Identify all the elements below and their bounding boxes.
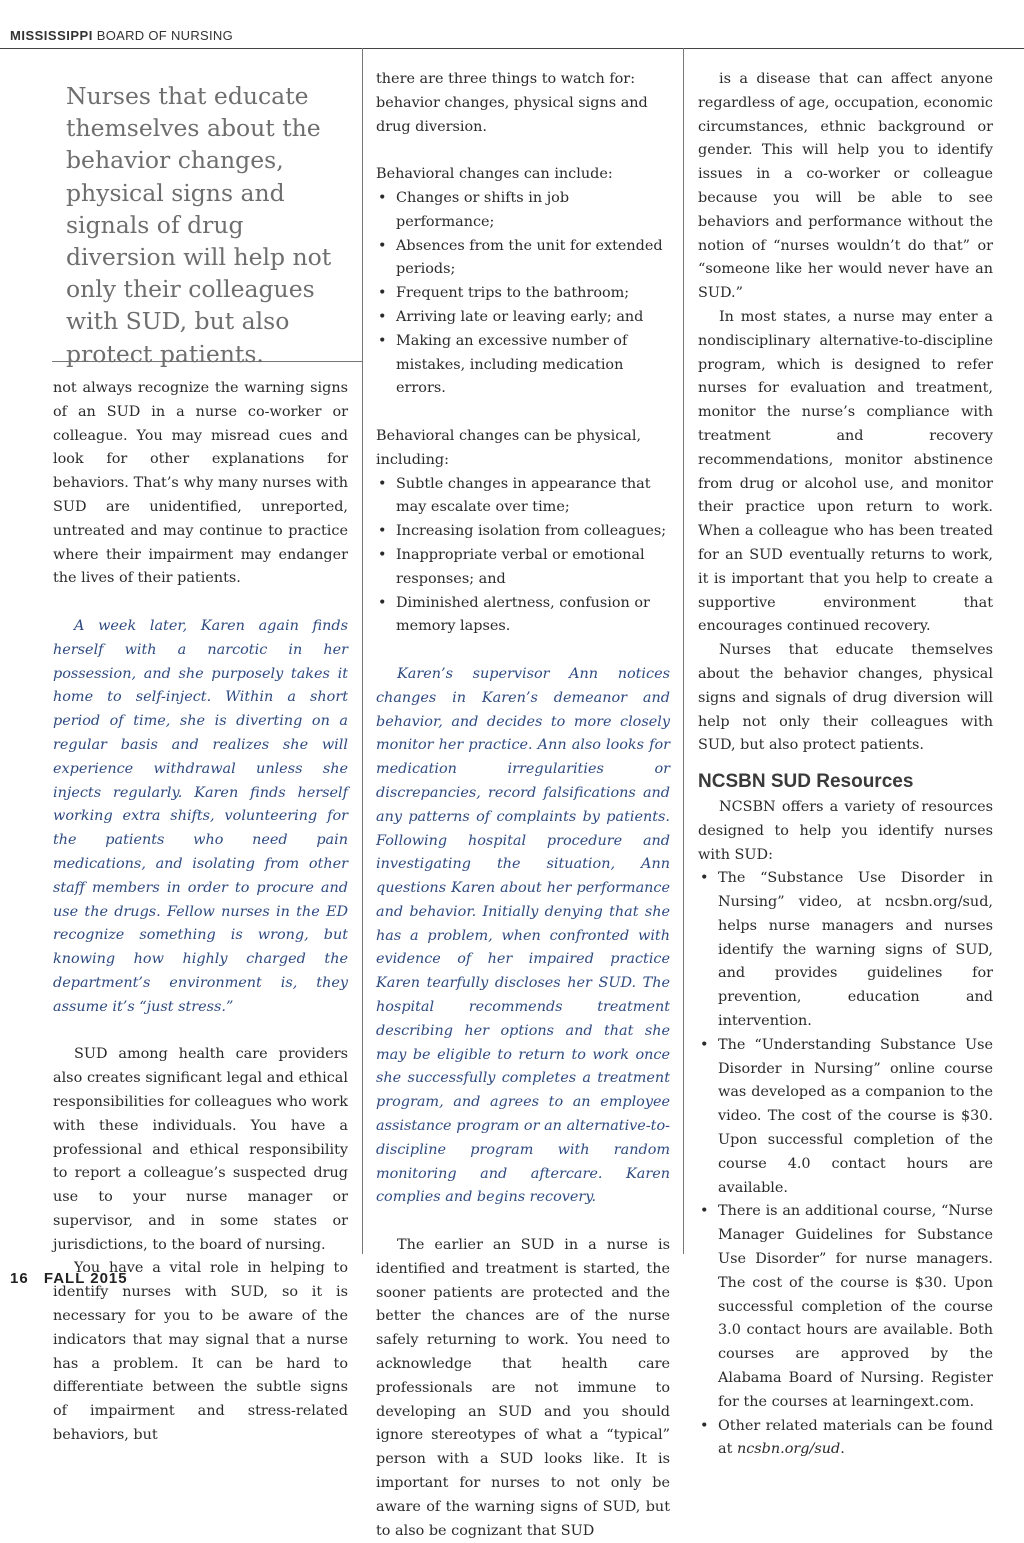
- resources-intro: NCSBN offers a variety of resources designed to help you identify nurses with SUD:: [698, 798, 993, 863]
- page-footer: [10, 1270, 128, 1287]
- list-item: • Subtle changes in appearance that may escalate over time;: [376, 473, 670, 521]
- col2-paragraph-1: The earlier an SUD in a nurse is identified and treatment is started, the sooner patients are protected and the better the chances are of the nurse safely returning to work. You need to acknowledge that health care professionals are not immune to developing an SUD and you should ignore stereotypes of what a “typical” person with a SUD looks like. It is important for nurses to not only be aware of the warning signs of SUD, but to also be cognizant that SUD: [376, 1237, 670, 1539]
- col2-karen-story: Karen’s supervisor Ann notices changes in Karen’s demeanor and behavior, and decides to more closely monitor her practice. Ann also looks for medication irregularities or discrepancies, record falsifications and any patterns of complaints by patients. Following hospital procedure and investigating the situation, Ann questions Karen about her performance and behavior. Initially denying that she has a problem, when confronted with evidence of her impaired practice Karen tearfully discloses her SUD. The hospital recommends treatment describing her options and that she may be eligible to return to work once she successfully completes a treatment program, and agrees to an employee assistance program or an alternative-to-discipline program with random monitoring and aftercare. Karen complies and begins recovery.: [376, 665, 670, 1206]
- list-item: • Increasing isolation from colleagues;: [376, 520, 670, 544]
- list-item: • The “Substance Use Disorder in Nursing” video, at ncsbn.org/sud, helps nurse managers and nurses identify the warning signs of SUD, and provides guidelines for prevention, education and intervention.: [698, 867, 993, 1034]
- header-brand: MISSISSIPPI: [10, 28, 93, 43]
- column-divider-2: [683, 48, 684, 1254]
- list-item: • The “Understanding Substance Use Disorder in Nursing” online course was developed as a companion to the video. The cost of the course is $30. Upon successful completion of the course 4.0 contact hours are available.: [698, 1034, 993, 1201]
- col1-paragraph-1: not always recognize the warning signs of an SUD in a nurse co-worker or colleague. You may misread cues and look for other explanations for behaviors. That’s why many nurses with SUD are unidentified, unreported, untreated and may continue to practice where their impairment may endanger the lives of their patients.: [53, 380, 348, 587]
- col3-paragraph-1: is a disease that can affect anyone regardless of age, occupation, economic circumstances, ethnic background or gender. This will help you to identify issues in a co-worker or colleague because you will be able to see behaviors and performance without the notion of “nurses wouldn’t do that” or “someone like her would never have an SUD.”: [698, 71, 993, 302]
- list-item: • Changes or shifts in job performance;: [376, 187, 670, 235]
- issue-label: FALL 2015: [43, 1270, 128, 1287]
- col1-paragraph-2: SUD among health care providers also creates significant legal and ethical responsibilities for colleagues who work with these individuals. You have a professional and ethical responsibility to report a colleague’s suspected drug use to your nurse manager or supervisor, and in some states or jurisdictions, to the board of nursing.: [53, 1046, 348, 1253]
- list-item: • There is an additional course, “Nurse Manager Guidelines for Substance Use Disorder” for nurse managers. The cost of the course is $30. Upon successful completion of the course 3.0 contact hours are available. Both courses are approved by the Alabama Board of Nursing. Register for the courses at learningext.com.: [698, 1200, 993, 1414]
- header-rule: [0, 48, 1024, 49]
- list-item: • Arriving late or leaving early; and: [376, 306, 670, 330]
- col1-karen-story: A week later, Karen again finds herself with a narcotic in her possession, and she purposely takes it home to self-inject. Within a short period of time, she is diverting on a regular basis and realizes she will experience withdrawal unless she injects regularly. Karen finds herself working extra shifts, volunteering for the patients who need pain medications, and isolating from other staff members in order to procure and use the drugs. Fellow nurses in the ED recognize something is wrong, but knowing how highly charged the department’s environment is, they assume it’s “just stress.”: [53, 617, 348, 1015]
- column-divider-1: [362, 48, 363, 1254]
- behavioral-list: [376, 187, 670, 401]
- page-number: 16: [10, 1270, 29, 1287]
- column-3: [698, 68, 993, 1462]
- col1-paragraph-3: You have a vital role in helping to identify nurses with SUD, so it is necessary for you to be aware of the indicators that may signal that a nurse has a problem. It can be hard to differentiate between the subtle signs of impairment and stress-related behaviors, but: [53, 1260, 348, 1444]
- physical-list: [376, 473, 670, 640]
- list-item: • Absences from the unit for extended periods;: [376, 235, 670, 283]
- col3-paragraph-3: Nurses that educate themselves about the behavior changes, physical signs and signals of drug diversion will help not only their colleagues with SUD, but also protect patients.: [698, 642, 993, 754]
- header-board: BOARD OF NURSING: [96, 28, 233, 43]
- pull-quote: Nurses that educate themselves about the behavior changes, physical signs and signals of drug diversion will help not only their colleagues with SUD, but also protect patients.: [66, 82, 332, 368]
- list-item: • Making an excessive number of mistakes, including medication errors.: [376, 330, 670, 401]
- ncsbn-link[interactable]: ncsbn.org/sud: [736, 1441, 841, 1458]
- physical-heading: Behavioral changes can be physical, including:: [376, 427, 642, 468]
- resources-list: [698, 867, 993, 1462]
- resources-heading: NCSBN SUD Resources: [698, 771, 914, 793]
- column-2: [376, 68, 670, 1543]
- list-item: • Frequent trips to the bathroom;: [376, 282, 670, 306]
- list-item: • Diminished alertness, confusion or memory lapses.: [376, 592, 670, 640]
- last-item-text: Other related materials can be found at: [718, 1417, 993, 1458]
- list-item: • Inappropriate verbal or emotional responses; and: [376, 544, 670, 592]
- col3-paragraph-2: In most states, a nurse may enter a nondisciplinary alternative-to-discipline program, which is designed to refer nurses for evaluation and treatment, monitor the nurse’s compliance with treatment and recovery recommendations, monitor abstinence from drug or alcohol use, and monitor their practice upon return to work. When a colleague who has been treated for an SUD eventually returns to work, it is important that you help to create a supportive environment that encourages continued recovery.: [698, 308, 993, 635]
- column-1: [53, 377, 348, 1448]
- behavioral-heading: Behavioral changes can include:: [376, 166, 613, 183]
- list-item: • Other related materials can be found at ncsbn.org/sud.: [698, 1415, 993, 1463]
- running-header: [10, 28, 233, 43]
- col2-intro: there are three things to watch for: behavior changes, physical signs and drug diversion.: [376, 71, 648, 135]
